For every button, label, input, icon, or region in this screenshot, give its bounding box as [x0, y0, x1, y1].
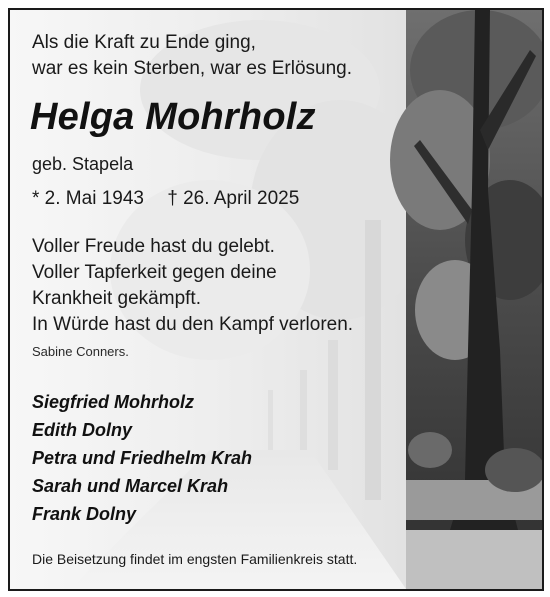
funeral-note: Die Beisetzung findet im engsten Familienkreis statt.	[32, 551, 358, 567]
poem-line: Krankheit gekämpft.	[32, 288, 201, 309]
mourner-name: Frank Dolny	[32, 504, 137, 524]
birth-date: * 2. Mai 1943	[32, 188, 144, 209]
mourner-name: Edith Dolny	[32, 420, 132, 440]
deceased-name: Helga Mohrholz	[30, 96, 316, 138]
poem-credit: Sabine Conners.	[32, 344, 129, 359]
memorial-poem	[32, 234, 353, 338]
mourners-list	[32, 388, 252, 528]
maiden-name: geb. Stapela	[32, 154, 134, 174]
mourner-name: Sarah und Marcel Krah	[32, 476, 229, 496]
poem-line: Voller Tapferkeit gegen deine	[32, 262, 277, 283]
life-dates	[32, 188, 317, 210]
mourner-name: Siegfried Mohrholz	[32, 392, 194, 412]
quote-line: war es kein Sterben, war es Erlösung.	[32, 58, 352, 79]
death-date: † 26. April 2025	[167, 188, 300, 209]
obituary-card	[8, 8, 544, 591]
quote-line: Als die Kraft zu Ende ging,	[32, 32, 256, 53]
opening-quote	[32, 30, 352, 82]
mourner-name: Petra und Friedhelm Krah	[32, 448, 253, 468]
poem-line: In Würde hast du den Kampf verloren.	[32, 314, 354, 335]
poem-line: Voller Freude hast du gelebt.	[32, 236, 275, 257]
